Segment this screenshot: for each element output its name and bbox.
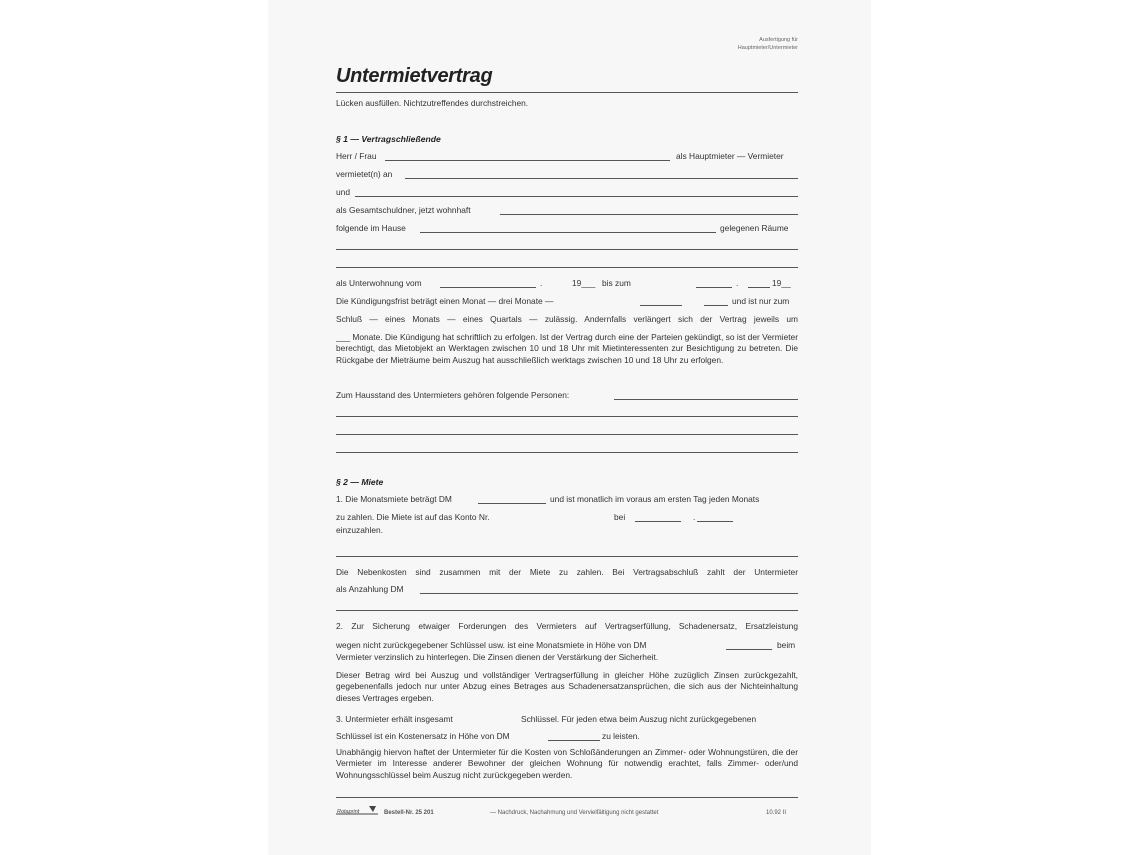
field-anzahlung-line-2[interactable] [336, 610, 798, 611]
field-bank[interactable] [635, 521, 681, 522]
label-beim: beim [777, 640, 796, 650]
section-2-heading: § 2 — Miete [336, 477, 384, 487]
copyright-notice: — Nachdruck, Nachahmung und Vervielfältigung nicht gestattet [490, 810, 659, 816]
label-gelegenen-raeume: gelegenen Räume [720, 223, 789, 233]
svg-text:Rotaprint: Rotaprint [337, 809, 360, 815]
corner-line-2: Hauptmieter/Untermieter [737, 45, 798, 51]
form-code: 10.92 II [766, 810, 787, 816]
section-1-heading: § 1 — Vertragschließende [336, 134, 441, 144]
order-number: Bestell-Nr. 25 201 [384, 810, 434, 816]
corner-line-1: Ausfertigung für [759, 37, 798, 43]
label-hausstand: Zum Hausstand des Untermieters gehören folgende Personen: [336, 390, 570, 400]
label-anzahlung: als Anzahlung DM [336, 584, 404, 594]
field-frist-2[interactable] [704, 305, 728, 306]
footer-rule [336, 797, 798, 798]
label-vermietet-an: vermietet(n) an [336, 169, 393, 179]
unabhaengig-paragraph: Unabhängig hiervon haftet der Untermieter für die Kosten von Schloßänderungen an Zimmer- oder Wohnungstüren, die der Vermieter im Interesse anderer Bewohner der gleichen Wohnung für notwendig erachtet, falls Zimmer- oder/und Wohnungsschlüssel beim Auszug nicht zurückgegeben werden. [336, 747, 798, 780]
zinsen-line: Vermieter verzinslich zu hinterlegen. Die Zinsen dienen der Verstärkung der Sicherheit. [336, 652, 659, 662]
copy-designation [680, 36, 798, 52]
date-separator: . [736, 278, 739, 288]
label-bei: bei [614, 512, 626, 522]
field-hauptmieter-name[interactable] [385, 160, 670, 161]
field-kostenersatz[interactable] [548, 740, 600, 741]
field-raeume-line-2[interactable] [336, 267, 798, 268]
label-konto: zu zahlen. Die Miete ist auf das Konto Nr. [336, 512, 490, 522]
publisher-logo [336, 805, 378, 817]
field-raeume-line-1[interactable] [336, 249, 798, 250]
label-kaution: wegen nicht zurückgegebener Schlüssel usw. ist eine Monatsmiete in Höhe von DM [336, 640, 647, 650]
betrag-paragraph: Dieser Betrag wird bei Auszug und vollständiger Vertragserfüllung in gleicher Höhe zuzüglich Zinsen zurückgezahlt, gegebenenfalls jedoch nur unter Abzug eines Betrages aus Schadenersatzansprüchen, die sich aus der Nichteinhaltung dieses Vertrages ergeben. [336, 670, 798, 703]
date-separator: . [540, 278, 543, 288]
field-blz[interactable] [697, 521, 733, 522]
field-personen-1[interactable] [614, 399, 798, 400]
field-untermieter-2[interactable] [355, 196, 798, 197]
field-monatsmiete[interactable] [478, 503, 546, 504]
label-einzuzahlen: einzuzahlen. [336, 525, 384, 535]
page-title: Untermietvertrag [336, 65, 493, 87]
label-monatlich: und ist monatlich im voraus am ersten Tag jeden Monats [550, 494, 760, 504]
nebenkosten-line: Die Nebenkosten sind zusammen mit der Miete zu zahlen. Bei Vertragsabschluß zahlt der Untermieter [336, 567, 798, 577]
label-herr-frau: Herr / Frau [336, 151, 377, 161]
field-zusatz-line[interactable] [336, 556, 798, 557]
document-page [268, 0, 871, 855]
label-nur-zum: und ist nur zum [732, 296, 790, 306]
label-monatsmiete: 1. Die Monatsmiete beträgt DM [336, 494, 452, 504]
year-vom[interactable]: 19___ [572, 278, 596, 288]
field-frist-1[interactable] [640, 305, 682, 306]
label-kuendigungsfrist: Die Kündigungsfrist beträgt einen Monat — drei Monate — [336, 296, 554, 306]
instructions: Lücken ausfüllen. Nichtzutreffendes durchstreichen. [336, 98, 529, 108]
field-anzahlung[interactable] [420, 593, 798, 594]
label-gesamtschuldner: als Gesamtschuldner, jetzt wohnhaft [336, 205, 471, 215]
year-bis[interactable]: 19__ [772, 278, 791, 288]
label-schluessel-anzahl: 3. Untermieter erhält insgesamt [336, 714, 453, 724]
schluss-line: Schluß — eines Monats — eines Quartals — zulässig. Andernfalls verlängert sich der Vertrag jeweils um [336, 314, 798, 324]
label-im-hause: folgende im Hause [336, 223, 406, 233]
label-zu-leisten: zu leisten. [602, 731, 640, 741]
label-bis-zum: bis zum [602, 278, 631, 288]
sicherung-line: 2. Zur Sicherung etwaiger Forderungen des Vermieters auf Vertragserfüllung, Schadenersatz, Ersatzleistung [336, 621, 798, 631]
field-untermieter-1[interactable] [405, 178, 798, 179]
separator: . [693, 512, 696, 522]
field-kaution[interactable] [726, 649, 772, 650]
field-datum-vom[interactable] [440, 287, 536, 288]
field-wohnhaft[interactable] [500, 214, 798, 215]
field-personen-4[interactable] [336, 452, 798, 453]
label-als-unterwohnung: als Unterwohnung vom [336, 278, 422, 288]
field-personen-3[interactable] [336, 434, 798, 435]
field-datum-bis-monat[interactable] [748, 287, 770, 288]
field-hausadresse[interactable] [420, 232, 716, 233]
label-schluessel-rest: Schlüssel. Für jeden etwa beim Auszug nicht zurückgegebenen [521, 714, 757, 724]
field-datum-bis[interactable] [696, 287, 732, 288]
title-rule [336, 92, 798, 93]
field-personen-2[interactable] [336, 416, 798, 417]
kuendigung-paragraph: ___ Monate. Die Kündigung hat schriftlich zu erfolgen. Ist der Vertrag durch eine der Parteien gekündigt, so ist der Vermieter berechtigt, das Mietobjekt an Werktagen zwischen 10 und 18 Uhr mit Mietinteressenten zur Besichtigung zu betreten. Die Rückgabe der Mieträume beim Auszug hat ausschließlich werktags zwischen 10 und 18 Uhr zu erfolgen. [336, 332, 798, 365]
label-kostenersatz: Schlüssel ist ein Kostenersatz in Höhe von DM [336, 731, 510, 741]
label-als-hauptmieter: als Hauptmieter — Vermieter [676, 151, 784, 161]
label-und: und [336, 187, 350, 197]
